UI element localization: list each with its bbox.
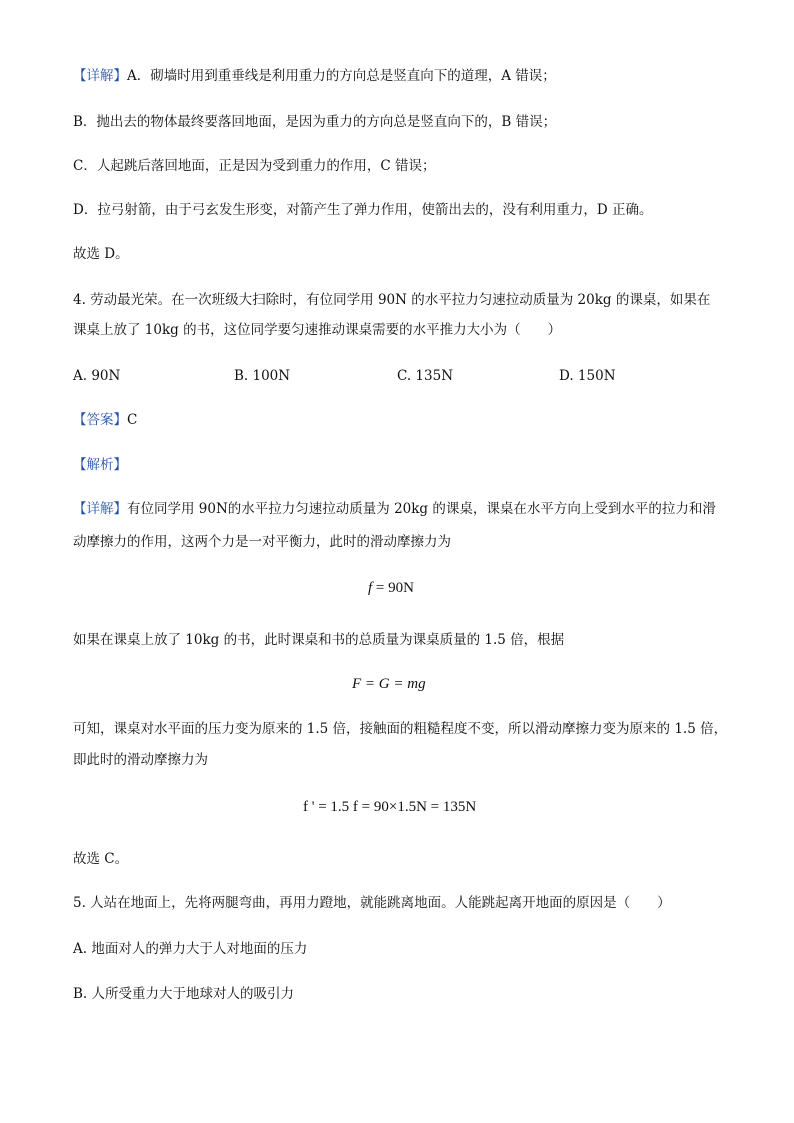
q4-stem-line-2: 课桌上放了 10kg 的书，这位同学要匀速推动课桌需要的水平推力大小为（ ） <box>73 322 562 338</box>
q4-answer <box>73 410 137 430</box>
q3-line-a-text: A．砌墙时用到重垂线是利用重力的方向总是竖直向下的道理，A 错误； <box>127 68 556 84</box>
answer-value: C <box>127 412 138 428</box>
equation-new-friction: f ' = 1.5 f = 90×1.5N = 135N <box>303 799 477 815</box>
q4-option-d: D. 150N <box>559 368 616 384</box>
q4-stem-line-1: 4. 劳动最光荣。在一次班级大扫除时，有位同学用 90N 的水平拉力匀速拉动质量为 20kg 的课桌，如果在 <box>73 292 711 308</box>
q4-option-c: C. 135N <box>397 368 454 384</box>
q4-option-a: A. 90N <box>73 368 121 384</box>
q4-detail-line-3: 如果在课桌上放了 10kg 的书，此时课桌和书的总质量为课桌质量的 1.5 倍，根据 <box>73 632 565 648</box>
detail-tag: 【详解】 <box>73 501 127 517</box>
q4-detail-line-4: 可知，课桌对水平面的压力变为原来的 1.5 倍，接触面的粗糙程度不变，所以滑动摩擦力变为原来的 1.5 倍， <box>73 721 728 737</box>
q4-detail-line-2: 动摩擦力的作用，这两个力是一对平衡力，此时的滑动摩擦力为 <box>73 534 451 550</box>
q3-choose: 故选 D。 <box>73 246 129 262</box>
eq1-lhs: f <box>368 580 373 596</box>
q4-detail-1-text: 有位同学用 90N的水平拉力匀速拉动质量为 20kg 的课桌，课桌在水平方向上受到水平的拉力和滑 <box>127 501 716 517</box>
q5-option-b: B. 人所受重力大于地球对人的吸引力 <box>73 986 295 1002</box>
q4-detail-line-1 <box>73 499 716 519</box>
q5-stem: 5. 人站在地面上，先将两腿弯曲，再用力蹬地，就能跳离地面。人能跳起离开地面的原因是（ ） <box>73 895 671 911</box>
q3-detail-line-a <box>73 66 556 86</box>
q3-detail-line-d: D．拉弓射箭，由于弓玄发生形变，对箭产生了弹力作用，使箭出去的，没有利用重力，D 正确。 <box>73 202 653 218</box>
analysis-tag-text: 【解析】 <box>73 457 127 473</box>
equation-friction <box>368 578 414 598</box>
q3-detail-line-b: B．抛出去的物体最终要落回地面，是因为重力的方向总是竖直向下的，B 错误； <box>73 114 557 130</box>
equation-weight: F = G = mg <box>352 676 426 692</box>
detail-tag: 【详解】 <box>73 68 127 84</box>
q4-detail-line-5: 即此时的滑动摩擦力为 <box>73 752 208 768</box>
eq1-rhs: = 90N <box>372 580 414 596</box>
q4-analysis-tag <box>73 455 127 475</box>
answer-tag: 【答案】 <box>73 412 127 428</box>
q3-detail-line-c: C．人起跳后落回地面，正是因为受到重力的作用，C 错误； <box>73 158 436 174</box>
q4-option-b: B. 100N <box>234 368 291 384</box>
q4-choose: 故选 C。 <box>73 851 129 867</box>
q5-option-a: A. 地面对人的弹力大于人对地面的压力 <box>73 941 308 957</box>
